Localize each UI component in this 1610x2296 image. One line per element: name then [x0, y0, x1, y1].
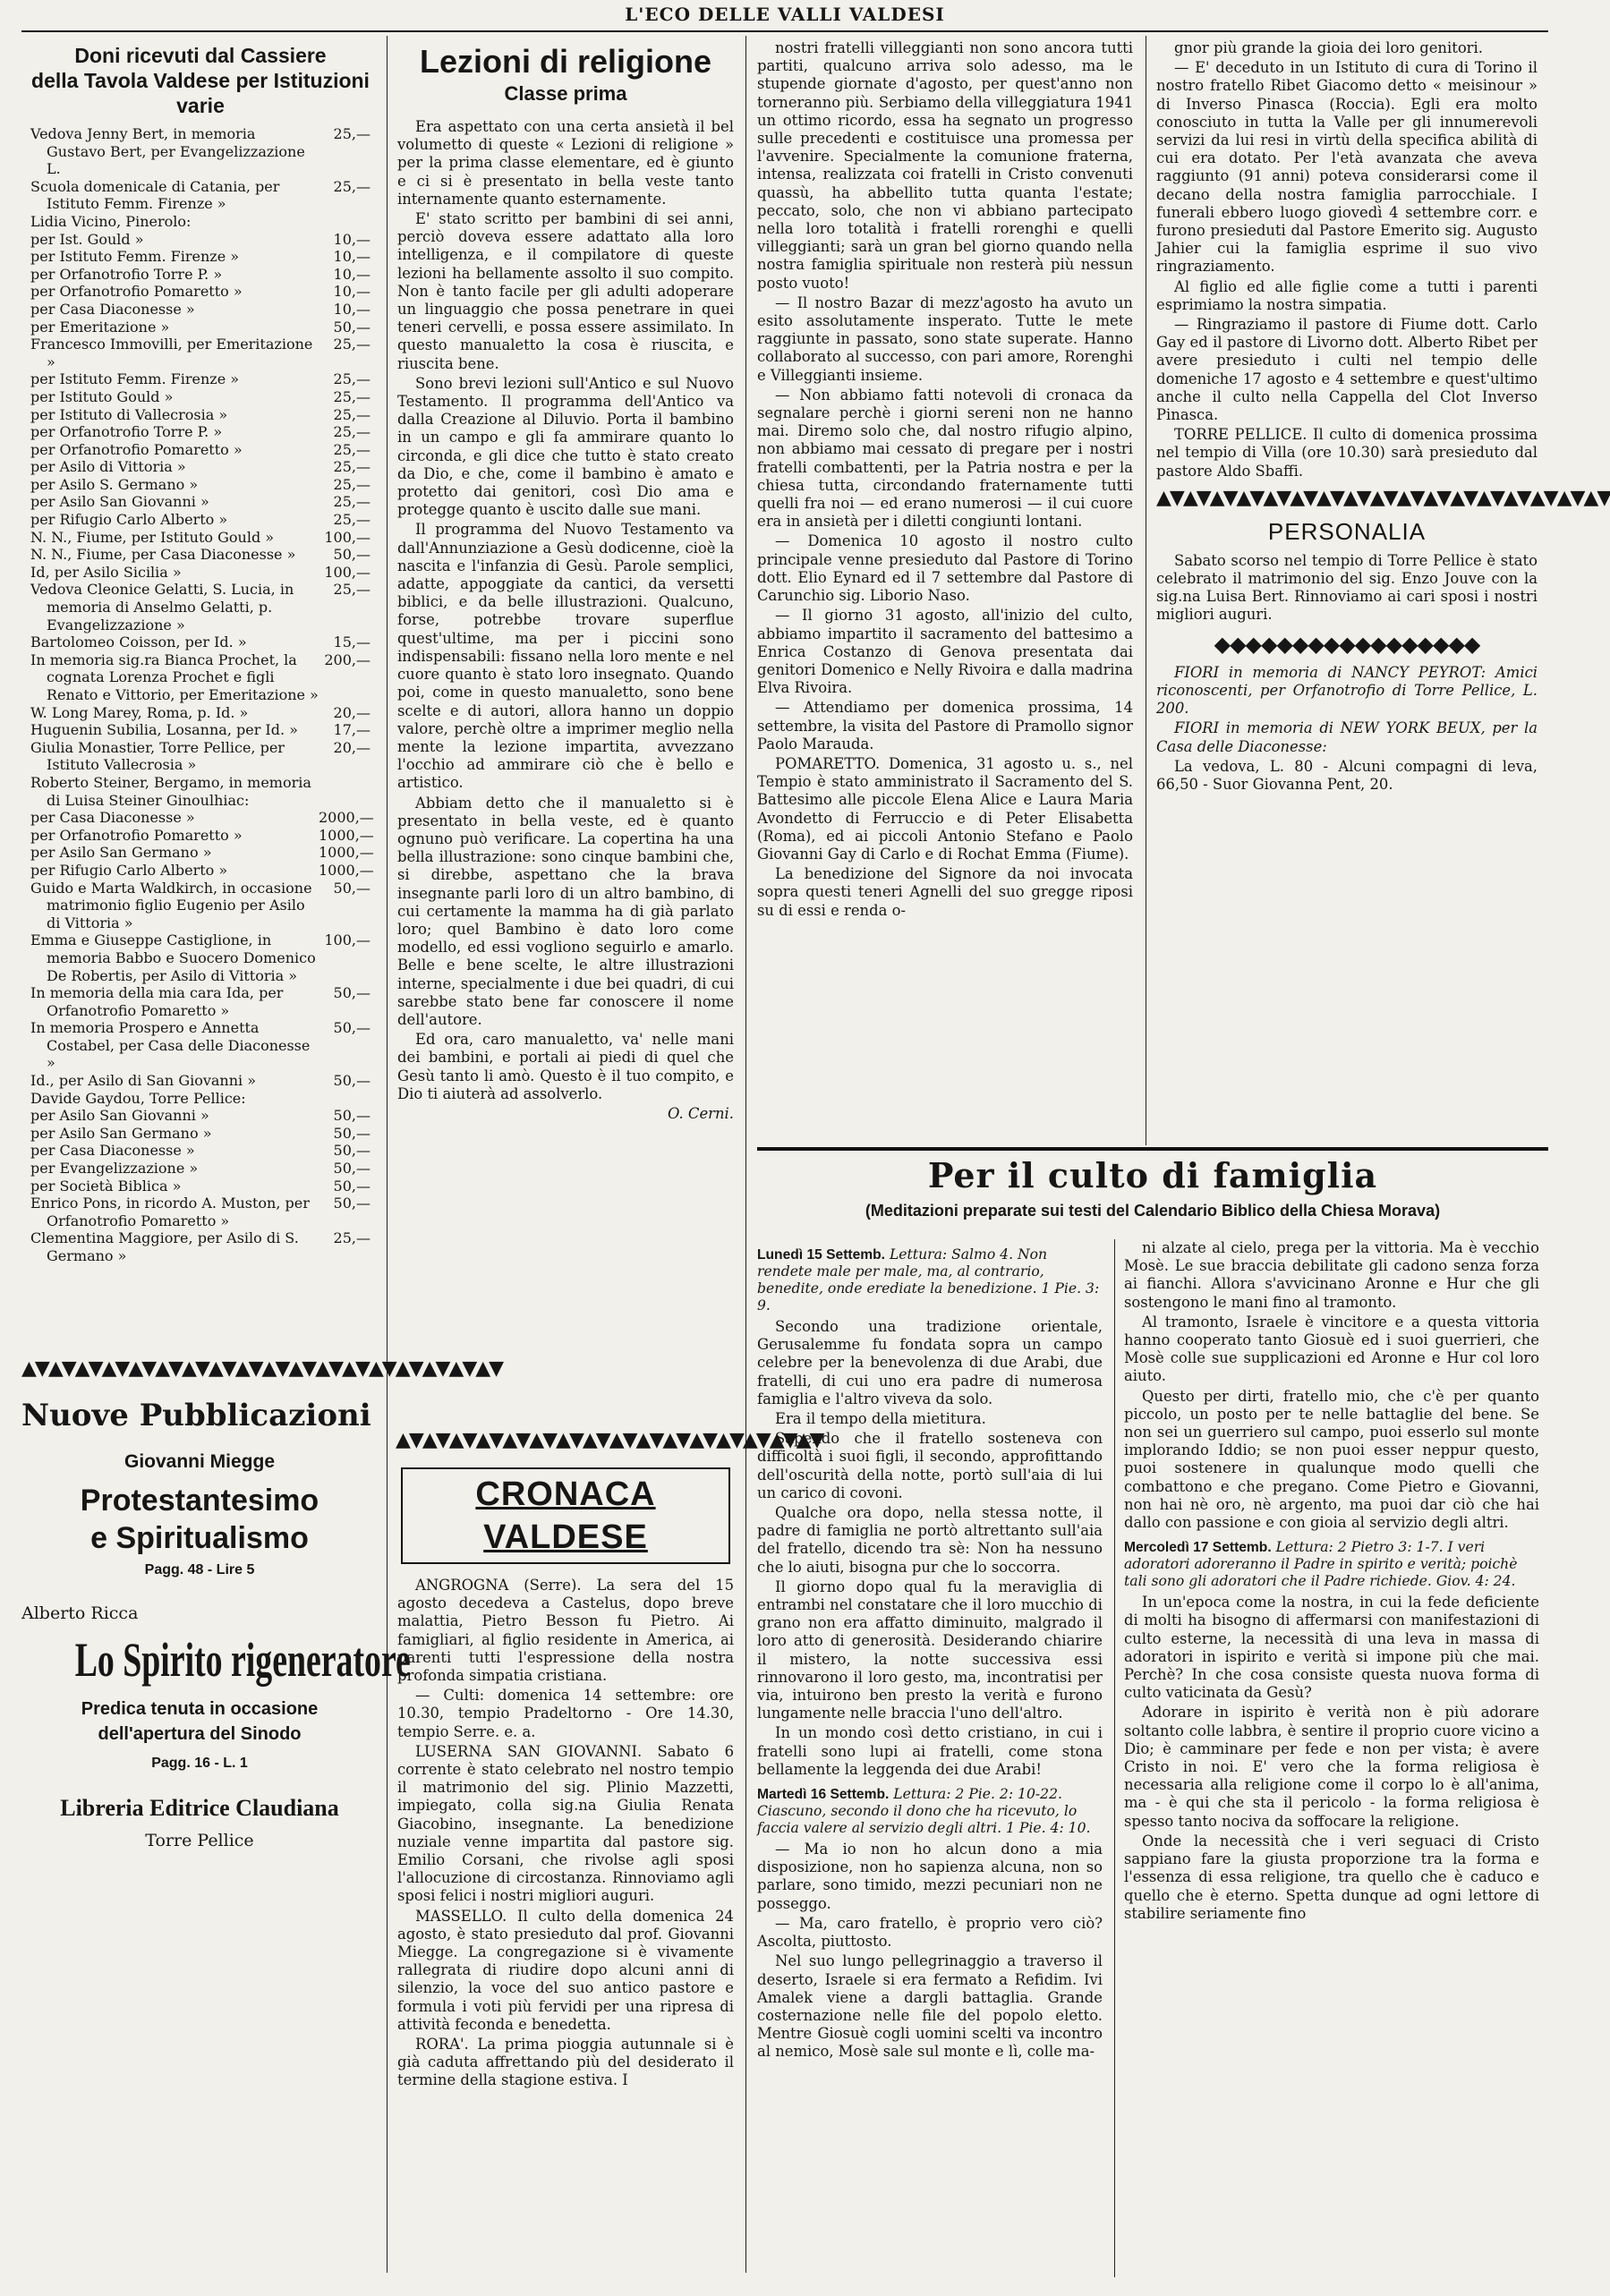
lezioni-paragraph: E' stato scritto per bambini di sei anni, perciò doveva essere adattato alla loro intelligenza, e il compilatore di queste lezioni ha bellamente assolto il suo compito. Non è tanto facile per gli adulti adoperare un linguaggio che possa penetrare in quei teneri cervelli, e possa essere assimilato. In questo manualetto la cosa è riuscita, e riuscita bene. — [397, 210, 734, 372]
donation-entry — [30, 441, 371, 459]
donation-name: per Rifugio Carlo Alberto » — [30, 861, 228, 879]
cronaca-paragraph: — Attendiamo per domenica prossima, 14 settembre, la visita del Pastore di Pramollo signor Paolo Marauda. — [757, 699, 1133, 753]
donation-name: per Casa Diaconesse » — [30, 1142, 195, 1160]
nuove-title: Nuove Pubblicazioni — [21, 1398, 371, 1433]
ad-book-1-title: Protestantesimo e Spiritualismo — [80, 1484, 319, 1555]
donation-entry — [30, 1107, 371, 1125]
donation-name: per Orfanotrofio Torre P. » — [30, 265, 223, 283]
culto-col2-body — [1124, 1239, 1539, 1532]
donations-column — [30, 43, 374, 1358]
donation-entry — [30, 511, 371, 529]
meditation-paragraph: In un mondo così detto cristiano, in cui i fratelli sono lupi ai fratelli, come stona bellamente la leggenda dei due Arabi! — [757, 1724, 1103, 1778]
masthead: L'ECO DELLE VALLI VALDESI — [625, 4, 945, 25]
donation-name: Davide Gaydou, Torre Pellice: — [30, 1089, 246, 1107]
meditation-paragraph: Al tramonto, Israele è vincitore e a questa vittoria hanno cooperato tanto Giosuè ed i suoi guerrieri, che Mosè colle sue supplicazioni ed Aronne e Hur col loro aiuto. — [1124, 1313, 1539, 1385]
donation-entry — [30, 704, 371, 722]
cronaca-article — [397, 1467, 734, 2273]
donation-entry — [30, 213, 371, 231]
donation-entry — [30, 388, 371, 406]
donation-name: Francesco Immovilli, per Emeritazione » — [30, 336, 313, 370]
donation-name: per Istituto Gould » — [30, 387, 174, 405]
ad-book-2-info: Pagg. 16 - L. 1 — [151, 1756, 248, 1771]
cronaca-paragraph: LUSERNA SAN GIOVANNI. Sabato 6 corrente è stato celebrato nel nostro tempio il matrimonio del sig. Plinio Mazzetti, impiegato, colla sig.na Giulia Renata Giacobino, insegnante. La benedizione nuziale venne impartita dal pastore sig. Emilio Corsani, che rivolse agli sposi l'allocuzione di circostanza. Rinnoviamo agli sposi felici i nostri migliori auguri. — [397, 1742, 734, 1905]
donation-entry — [30, 493, 371, 511]
meditation-paragraph: ni alzate al cielo, prega per la vittoria. Ma è vecchio Mosè. Le sue braccia debilitate gli cadono senza forza ai fianchi. Allora s'avvicinano Aronne e Hur che gli sostengono le mani fino al tramonto. — [1124, 1239, 1539, 1311]
donation-entry — [30, 1229, 371, 1264]
nuove-pubblicazioni-box — [21, 1387, 411, 2174]
donation-amount: 50,— — [333, 984, 371, 1002]
donation-amount: 10,— — [333, 300, 371, 318]
donation-amount: 25,— — [333, 125, 371, 142]
donation-entry — [30, 546, 371, 564]
donation-amount: 25,— — [333, 370, 371, 388]
fiori-3: La vedova, L. 80 - Alcuni compagni di leva, 66,50 - Suor Giovanna Pent, 20. — [1156, 757, 1538, 793]
meditation-paragraph: Onde la necessità che i veri seguaci di Cristo sappiano fare la giusta proporzione tra la forma e l'essenza di essa religione, tra quello che è caduco e quello che è eterno. Spetta dunque ad ogni lettore di stabilire seriamente fino — [1124, 1832, 1539, 1922]
cronaca-continued-column — [757, 39, 1133, 1135]
donation-entry — [30, 125, 371, 178]
meditation-paragraph: Nel suo lungo pellegrinaggio a traverso il deserto, Israele si era fermato a Refidim. Ivi Amalek viene a dargli battaglia. Grande costernazione nelle file del popolo eletto. Mentre Giosuè cogli uomini scelti va incontro al nemico, Mosè sale sul monte e lì, colle ma- — [757, 1952, 1103, 2061]
cronaca-paragraph: TORRE PELLICE. Il culto di domenica prossima nel tempio di Villa (ore 10.30) sarà presieduto dal pastore Aldo Sbaffi. — [1156, 426, 1538, 480]
col4-body — [1156, 39, 1538, 480]
meditation-paragraph: Il giorno dopo qual fu la meraviglia di entrambi nel constatare che il loro mucchio di grano non era affatto diminuito, malgrado il loro atto di generosità. Desiderando chiarire il mistero, la notte successiva essi rinnovarono il loro gesto, ma, incontratisi per via, intuirono ben presto la verità e furono lungamente nelle braccia l'uno dell'altro. — [757, 1577, 1103, 1722]
donation-name: per Asilo San Germano » — [30, 1124, 212, 1142]
donation-entry — [30, 721, 371, 739]
donation-amount: 200,— — [324, 651, 371, 668]
donation-entry — [30, 370, 371, 388]
mercoledi-heading: Mercoledì 17 Settemb. Lettura: 2 Pietro 3: 1-7. I veri adoratori adoreranno il Padre in spirito e verità; poichè tali sono gli adoratori che il Padre richiede. Giov. 4: 24. — [1124, 1539, 1518, 1590]
donation-name: per Istituto Femm. Firenze » — [30, 370, 240, 388]
donation-name: In memoria sig.ra Bianca Prochet, la cognata Lorenza Prochet e figli Renato e Vittorio, per Emeritazione » — [30, 651, 319, 703]
donation-entry — [30, 423, 371, 441]
donation-amount: 50,— — [333, 1107, 371, 1125]
donation-name: per Orfanotrofio Pomaretto » — [30, 283, 243, 301]
donation-entry — [30, 178, 371, 213]
donation-name: per Emeritazione » — [30, 318, 170, 336]
donation-amount: 50,— — [333, 546, 371, 564]
donation-name: Vedova Jenny Bert, in memoria Gustavo Bert, per Evangelizzazione L. — [30, 125, 305, 178]
donation-entry — [30, 406, 371, 424]
donation-amount: 25,— — [333, 440, 371, 458]
martedi-heading: Martedì 16 Settemb. Lettura: 2 Pie. 2: 10-22. Ciascuno, secondo il dono che ha ricevuto, lo faccia valere al servizio degli altri. 1 Pie. 4: 10. — [757, 1786, 1091, 1837]
cronaca-paragraph: RORA'. La prima pioggia autunnale si è già caduta affrettando più del desiderato il termine della stagione estiva. I — [397, 2036, 734, 2089]
donation-entry — [30, 458, 371, 476]
donation-amount: 25,— — [333, 1229, 371, 1247]
donation-amount: 1000,— — [319, 826, 374, 844]
donation-name: Enrico Pons, in ricordo A. Muston, per Orfanotrofio Pomaretto » — [30, 1195, 310, 1229]
ad-book-2-subtitle: Predica tenuta in occasione dell'apertura del Sinodo — [81, 1699, 319, 1744]
meditation-paragraph: — Ma, caro fratello, è proprio vero ciò? Ascolta, piuttosto. — [757, 1914, 1103, 1951]
meditation-paragraph: — Ma io non ho alcun dono a mia disposizione, non ho sapienza alcuna, non so parlare, sono timido, mezzi pecuniari non ne posseggo. — [757, 1841, 1103, 1912]
ornament-divider-2: ▲▼▲▼▲▼▲▼▲▼▲▼▲▼▲▼▲▼▲▼▲▼▲▼▲▼▲▼▲▼▲▼ — [396, 1429, 823, 1451]
donation-entry — [30, 1178, 371, 1195]
donation-amount: 1000,— — [319, 844, 374, 862]
donation-amount: 100,— — [324, 563, 371, 581]
donation-entry — [30, 774, 371, 809]
donation-name: per Evangelizzazione » — [30, 1160, 199, 1178]
culto-column-right — [1124, 1239, 1539, 2277]
mercoledi-body — [1124, 1594, 1539, 1923]
cronaca-title: CRONACA VALDESE — [401, 1467, 730, 1564]
donation-entry — [30, 634, 371, 651]
donation-name: Clementina Maggiore, per Asilo di S. Germano » — [30, 1229, 299, 1264]
culto-subtitle: (Meditazioni preparate sui testi del Calendario Biblico della Chiesa Morava) — [865, 1202, 1441, 1220]
ad-book-1-info: Pagg. 48 - Lire 5 — [144, 1562, 255, 1577]
martedi-body — [757, 1841, 1103, 2061]
donation-entry — [30, 861, 374, 880]
lunedi-heading: Lunedì 15 Settemb. Lettura: Salmo 4. Non rendete male per male, ma, al contrario, benedite, onde erediate la benedizione. 1 Pie. 3: 9. — [757, 1246, 1100, 1314]
donation-name: Vedova Cleonice Gelatti, S. Lucia, in memoria di Anselmo Gelatti, p. Evangelizzazione » — [30, 581, 294, 634]
donation-amount: 50,— — [333, 1124, 371, 1142]
donation-amount: 50,— — [333, 1160, 371, 1178]
donation-amount: 15,— — [333, 634, 371, 651]
donation-name: In memoria della mia cara Ida, per Orfanotrofio Pomaretto » — [30, 984, 284, 1019]
culto-title: Per il culto di famiglia — [927, 1155, 1378, 1195]
donation-name: per Società Biblica » — [30, 1177, 182, 1195]
lezioni-paragraph: Era aspettato con una certa ansietà il bel volumetto di queste « Lezioni di religione » per la prima classe elementare, ed è giunto e ci si è presentato in bella veste tanto internamente quanto esternamente. — [397, 118, 734, 208]
donation-amount: 25,— — [333, 458, 371, 476]
col3-body — [757, 39, 1133, 920]
donation-name: per Istituto di Vallecrosia » — [30, 405, 228, 423]
donation-name: per Casa Diaconesse » — [30, 809, 195, 827]
donation-name: Guido e Marta Waldkirch, in occasione matrimonio figlio Eugenio per Asilo di Vittoria » — [30, 879, 312, 931]
ad-book-2-title: Lo Spirito rigeneratore — [74, 1633, 411, 1687]
donation-amount: 25,— — [333, 511, 371, 529]
meditation-paragraph: Secondo una tradizione orientale, Gerusalemme fu fondata sopra un campo celebre per la benevolenza di due Arabi, due fratelli, di cui uno era padre di numerosa famiglia e l'altro viveva da solo. — [757, 1318, 1103, 1407]
cronaca-paragraph: POMARETTO. Domenica, 31 agosto u. s., nel Tempio è stato amministrato il Sacramento del S. Battesimo alle piccole Elena Alice e Laura Maria Avondetto di Ferruccio e di Peter Elisabetta (Roma), ed ai piccoli Antonio Stefano e Paolo Giovanni Gay di Carlo e di Rochat Emma (Fiume). — [757, 754, 1133, 863]
ornament-divider-3: ▲▼▲▼▲▼▲▼▲▼▲▼▲▼▲▼▲▼▲▼▲▼▲▼▲▼▲▼▲▼▲▼▲▼ — [1156, 486, 1610, 509]
donation-amount — [319, 213, 371, 231]
fiori-2: FIORI in memoria di NEW YORK BEUX, per la Casa delle Diaconesse: — [1156, 719, 1538, 755]
donation-entry — [30, 266, 371, 284]
column-divider-4 — [1114, 1239, 1115, 2277]
donation-amount: 50,— — [333, 1142, 371, 1160]
donation-name: Giulia Monastier, Torre Pellice, per Istituto Vallecrosia » — [30, 738, 285, 774]
donation-name: N. N., Fiume, per Casa Diaconesse » — [30, 546, 296, 564]
lezioni-paragraph: Ed ora, caro manualetto, va' nelle mani dei bambini, e portali ai piedi di quel che Gesù tanto li amò. Questo è il tuo compito, e Dio ti aiuterà ad assolverlo. — [397, 1031, 734, 1102]
donation-amount: 1000,— — [319, 861, 374, 879]
donation-amount: 25,— — [333, 423, 371, 441]
lezioni-signature: O. Cerni. — [668, 1104, 734, 1122]
donation-amount: 25,— — [333, 387, 371, 405]
meditation-paragraph: In un'epoca come la nostra, in cui la fede deficiente di molti ha bisogno di affermarsi con manifestazioni di culto esterne, la necessità di una leva in massa di adoratori in ispirito e verità si impone più che mai. Perchè? In che cosa consiste questa nuova forma di culto vaticinata da Gesù? — [1124, 1594, 1539, 1702]
donation-entry — [30, 984, 371, 1019]
donation-amount: 50,— — [333, 879, 371, 897]
donation-amount: 50,— — [333, 1195, 371, 1212]
column-divider-2 — [745, 36, 746, 2273]
donation-name: Roberto Steiner, Bergamo, in memoria di Luisa Steiner Ginoulhiac: — [30, 773, 311, 809]
donation-amount: 50,— — [333, 1072, 371, 1090]
donation-amount: 20,— — [333, 703, 371, 721]
donation-entry — [30, 283, 371, 301]
donation-name: per Orfanotrofio Pomaretto » — [30, 826, 243, 844]
donation-amount: 50,— — [333, 318, 371, 336]
donation-name: per Casa Diaconesse » — [30, 300, 195, 318]
cronaca-paragraph: Al figlio ed alle figlie come a tutti i parenti esprimiamo la nostra simpatia. — [1156, 277, 1538, 313]
ornament-divider: ▲▼▲▼▲▼▲▼▲▼▲▼▲▼▲▼▲▼▲▼▲▼▲▼▲▼▲▼▲▼▲▼▲▼▲▼ — [21, 1357, 503, 1380]
donation-entry — [30, 301, 371, 319]
lezioni-paragraph: Abbiam detto che il manualetto si è presentato in bella veste, ed è quanto ognuno può verificare. La copertina ha una bella illustrazione: sono cinque bambini che, si direbbe, aspettano che la brava insegnante parli loro di un altro bambino, di cui certamente la mamma ha di già parlato loro; quel Bambino è dato loro come modello, ed essi vogliono seguirlo e amarlo. Belle e bene scelte, le altre illustrazioni interne, specialmente i due bei quadri, di cui sarebbe stato bene far conoscere il nome dell'autore. — [397, 794, 734, 1028]
cronaca-paragraph: — Culti: domenica 14 settembre: ore 10.30, tempio Pradeltorno - Ore 14.30, tempio Serre. e. a. — [397, 1687, 734, 1740]
meditation-paragraph: Era il tempo della mietitura. — [775, 1410, 986, 1428]
cronaca-paragraph: nostri fratelli villeggianti non sono ancora tutti partiti, qualcuno arriva solo adesso, ma le stupende giornate d'agosto, per quest'anno non torneranno più. Serbiamo della villeggiatura 1941 un ottimo ricordo, essa ha segnato un progresso sulle precedenti e costituisce una promessa per l'avvenire. Specialmente la comunione fraterna, intensa, realizzata coi fratelli in Cristo convenuti quassù, ha abbellito tutta quanta l'estate; peccato, solo, che non vi abbiano partecipato nella loro totalità i fratelli rorenghi e quelli villeggianti; sarà un gran bel giorno quando nella nostra famiglia spirituale non resterà più nessun posto vuoto! — [757, 39, 1133, 292]
right-top-column — [1156, 39, 1610, 1149]
donation-entry — [30, 529, 371, 547]
donation-entry — [30, 1142, 371, 1160]
donation-name: N. N., Fiume, per Istituto Gould » — [30, 528, 275, 546]
lezioni-paragraph: Sono brevi lezioni sull'Antico e sul Nuovo Testamento. Il programma dell'Antico va dalla Creazione al Diluvio. Porta il bambino in un campo e gli fa ammirare quanto lo circonda, e gli dice che tutto è stato creato da Dio, e che, come il bambino è amato e protetto dai genitori, così Dio ama e protegge quanto è uscito dalle sue mani. — [397, 374, 734, 519]
donation-name: per Istituto Femm. Firenze » — [30, 248, 240, 266]
donation-amount: 17,— — [333, 721, 371, 739]
donation-amount: 100,— — [324, 931, 371, 949]
donation-entry — [30, 319, 371, 336]
donation-entry — [30, 1019, 371, 1072]
donation-name: W. Long Marey, Roma, p. Id. » — [30, 703, 249, 721]
donation-amount: 50,— — [333, 1177, 371, 1195]
lezioni-paragraph: Il programma del Nuovo Testamento va dall'Annunziazione a Gesù dodicenne, cioè la nascita e l'infanzia di Gesù. Parole semplici, adatte, appoggiate da cantici, da versetti biblici, e da belle illustrazioni. Qualcuno, forse, potrebbe trovare superflue quest'ultime, ma per i piccini sono indispensabili: fissano nella loro mente e nel cuore quanto è stato loro insegnato. Quando poi, come in questo manualetto, sono bene scelte e di autori, allora hanno un doppio valore, perchè oltre a imprimer meglio nella mente la lezione impartita, avvezzano l'occhio ad ammirare ciò che è bello e artistico. — [397, 521, 734, 792]
donation-entry — [30, 231, 371, 249]
personalia-text: Sabato scorso nel tempio di Torre Pellice è stato celebrato il matrimonio del sig. Enzo Jouve con la sig.na Luisa Bert. Rinnoviamo ai cari sposi i nostri migliori auguri. — [1156, 551, 1538, 624]
donation-name: per Asilo S. Germano » — [30, 475, 199, 493]
donation-entry — [30, 826, 374, 845]
personalia-title: PERSONALIA — [1267, 517, 1427, 545]
cronaca-paragraph: ANGROGNA (Serre). La sera del 15 agosto decedeva a Castelus, dopo breve malattia, Pietro Besson fu Pietro. Ai famigliari, al figlio residente in America, ai parenti tutti l'espressione della nostra profonda simpatia cristiana. — [397, 1577, 734, 1685]
meditation-paragraph: Sapendo che il fratello sosteneva con difficoltà i suoi figli, il secondo, approfittando dell'oscurità della notte, portò sull'aia di lui un carico di covoni. — [757, 1430, 1103, 1501]
donation-amount: 20,— — [333, 738, 371, 756]
donation-entry — [30, 1072, 371, 1090]
donation-amount — [319, 774, 371, 809]
donation-entry — [30, 931, 371, 984]
cronaca-paragraph: — E' deceduto in un Istituto di cura di Torino il nostro fratello Ribet Giacomo detto « meisinour » di Inverso Pinasca (Roccia). Egli era molto conosciuto in tutta la Valle per gli innumerevoli servizi da lui resi in virtù della specifica abilità di cui era dotato. Per l'età avanzata che aveva raggiunto (91 anni) poteva considerarsi come il decano della nostra famiglia parrocchiale. I funerali ebbero luogo giovedì 4 settembre corr. e furono presieduti dal Pastore Emerito sig. Augusto Jahier cui la famiglia esprime il suo vivo ringraziamento. — [1156, 59, 1538, 276]
donation-amount: 25,— — [333, 405, 371, 423]
donation-entry — [30, 880, 371, 932]
donation-entry — [30, 1125, 371, 1143]
donation-name: per Ist. Gould » — [30, 230, 144, 248]
donation-name: Huguenin Subilia, Losanna, per Id. » — [30, 721, 298, 739]
donation-name: Emma e Giuseppe Castiglione, in memoria Babbo e Suocero Domenico De Robertis, per Asilo di Vittoria » — [30, 931, 316, 984]
donation-amount: 10,— — [333, 248, 371, 266]
donation-name: Id, per Asilo Sicilia » — [30, 563, 182, 581]
donation-entry — [30, 581, 371, 634]
donation-entry — [30, 809, 374, 827]
lezioni-title: Lezioni di religione — [419, 43, 712, 80]
donation-amount: 25,— — [333, 493, 371, 511]
donation-entry — [30, 1090, 371, 1108]
ad-author-2: Alberto Ricca — [21, 1603, 139, 1623]
donation-entry — [30, 1195, 371, 1229]
donation-amount: 25,— — [333, 581, 371, 599]
masthead-rule — [21, 30, 1548, 32]
donations-title: Doni ricevuti dal Cassiere della Tavola Valdese per Istituzioni varie — [31, 44, 370, 117]
donation-amount: 50,— — [333, 1019, 371, 1037]
donation-amount: 10,— — [333, 283, 371, 301]
culto-column-left — [757, 1239, 1103, 2277]
donation-name: per Asilo San Giovanni » — [30, 1107, 209, 1125]
lezioni-body — [397, 118, 734, 1103]
cronaca-paragraph: — Il giorno 31 agosto, all'inizio del culto, abbiamo impartito il sacramento del battesimo a Enrica Costanzo di Genova presentata dai genitori Domenico e Nelly Rivoira e dalla madrina Elva Rivoira. — [757, 607, 1133, 697]
lezioni-subtitle: Classe prima — [504, 82, 627, 105]
donation-amount: 2000,— — [319, 809, 374, 827]
donation-amount — [319, 1090, 371, 1108]
donation-amount: 10,— — [333, 265, 371, 283]
donation-name: Id., per Asilo di San Giovanni » — [30, 1072, 257, 1090]
donation-amount: 100,— — [324, 528, 371, 546]
meditation-paragraph: Qualche ora dopo, nella stessa notte, il padre di famiglia ne portò altrettanto sull'aia del fratello, dicendo tra sè: Non ha nessuno che lo aiuti, bisogna pur che lo soccorra. — [757, 1504, 1103, 1576]
donation-name: per Asilo di Vittoria » — [30, 458, 186, 476]
donation-entry — [30, 564, 371, 582]
donation-name: Scuola domenicale di Catania, per Istituto Femm. Firenze » — [30, 177, 280, 213]
donation-entry — [30, 336, 371, 370]
donation-name: Bartolomeo Coisson, per Id. » — [30, 634, 247, 651]
donation-amount: 10,— — [333, 230, 371, 248]
donation-entry — [30, 248, 371, 266]
cronaca-paragraph: — Il nostro Bazar di mezz'agosto ha avuto un esito assolutamente insperato. Tutte le mete raggiunte in passato, sono state superate. Hanno collaborato al successo, con pari amore, Rorenghi e Villeggianti insieme. — [757, 293, 1133, 384]
cronaca-paragraph: MASSELLO. Il culto della domenica 24 agosto, è stato presieduto dal prof. Giovanni Miegge. La congregazione si è vivamente rallegrata di riudire dopo alcuni anni di silenzio, la voce del suo antico pastore e formula i voti più fervidi per una ripresa di attività feconda e benedetta. — [397, 1907, 734, 2033]
donation-name: per Asilo San Germano » — [30, 844, 212, 862]
lunedi-body — [757, 1318, 1103, 1779]
ad-publisher: Libreria Editrice Claudiana — [60, 1795, 339, 1821]
ad-city: Torre Pellice — [145, 1831, 254, 1850]
donation-name: per Asilo San Giovanni » — [30, 493, 209, 511]
donation-list — [30, 125, 374, 1265]
meditation-paragraph: Adorare in ispirito è verità non è più adorare soltanto colle labbra, è sentire il proprio cuore vicino a Dio; è camminare per fede e non per vista; è avere Cristo in noi. E' vero che la forma religiosa è necessaria alla religione come il corpo lo è all'anima, ma - è qui che sta il pericolo - la forma religiosa è spesso tanto nociva da soffocare la religione. — [1124, 1704, 1539, 1830]
column-divider-1 — [387, 36, 388, 2273]
donation-name: per Orfanotrofio Pomaretto » — [30, 440, 243, 458]
cronaca-paragraph: — Ringraziamo il pastore di Fiume dott. Carlo Gay ed il pastore di Livorno dott. Alberto Ribet per avere presieduto i culti nel tempio delle domeniche 17 agosto e 4 settembre e quest'ultimo anche il culto nella Cappella del Clot Inverso Pinasca. — [1156, 316, 1538, 424]
donation-amount: 25,— — [333, 475, 371, 493]
donation-name: per Rifugio Carlo Alberto » — [30, 511, 228, 529]
fiori-1: FIORI in memoria di NANCY PEYROT: Amici riconoscenti, per Orfanotrofio di Torre Pellice, L. 200. — [1156, 663, 1538, 718]
donation-amount: 25,— — [333, 177, 371, 195]
cronaca-paragraph: La benedizione del Signore da noi invocata sopra questi teneri Agnelli del suo gregge riposi su di essi e renda o- — [757, 865, 1133, 919]
meditation-paragraph: Questo per dirti, fratello mio, che c'è per quanto piccolo, un posto per te nelle battaglie del bene. Se non sei un guerriero sul campo, puoi esserlo sul monte implorando Iddio; se non puoi esser neppur questo, puoi sostenere in qualunque modo quelli che combattono e che pregano. Come Pietro e Giovanni, non hai nè oro, nè argento, ma puoi dar ciò che hai dallo con passione e con gioia al servizio degli altri. — [1124, 1387, 1539, 1532]
ad-author-1: Giovanni Miegge — [124, 1451, 276, 1472]
donation-entry — [30, 651, 371, 704]
donation-entry — [30, 476, 371, 494]
donation-entry — [30, 844, 374, 862]
donation-name: per Orfanotrofio Torre P. » — [30, 423, 223, 441]
cronaca-body — [397, 1577, 734, 2090]
donation-entry — [30, 739, 371, 774]
lezioni-article — [397, 43, 734, 1412]
donation-amount: 25,— — [333, 336, 371, 353]
diamond-divider: ◆◆◆◆◆◆◆◆◆◆◆◆◆◆◆◆◆ — [1214, 631, 1480, 657]
culto-top-rule — [757, 1147, 1548, 1151]
cronaca-paragraph: — Domenica 10 agosto il nostro culto principale venne presieduto dal Pastore di Torino dott. Elio Eynard ed il 7 settembre dal Pastore di Carunchio sig. Liborio Naso. — [757, 532, 1133, 605]
donation-name: Lidia Vicino, Pinerolo: — [30, 212, 192, 230]
cronaca-paragraph: gnor più grande la gioia dei loro genitori. — [1174, 39, 1483, 56]
donation-entry — [30, 1160, 371, 1178]
donation-name: In memoria Prospero e Annetta Costabel, per Casa delle Diaconesse » — [30, 1019, 311, 1072]
cronaca-paragraph: — Non abbiamo fatti notevoli di cronaca da segnalare perchè i giorni sereni non ne hanno mai. Diremo solo che, dal nostro rifugio alpino, non abbiamo mai cessato di pregare per i nostri fratelli combattenti, per la Patria nostra e per la chiesa tutta, circondando fraternamente tutti quelli fra noi — ed erano numerosi — il cui cuore era in ansietà per i diletti congiunti lontani. — [757, 386, 1133, 531]
